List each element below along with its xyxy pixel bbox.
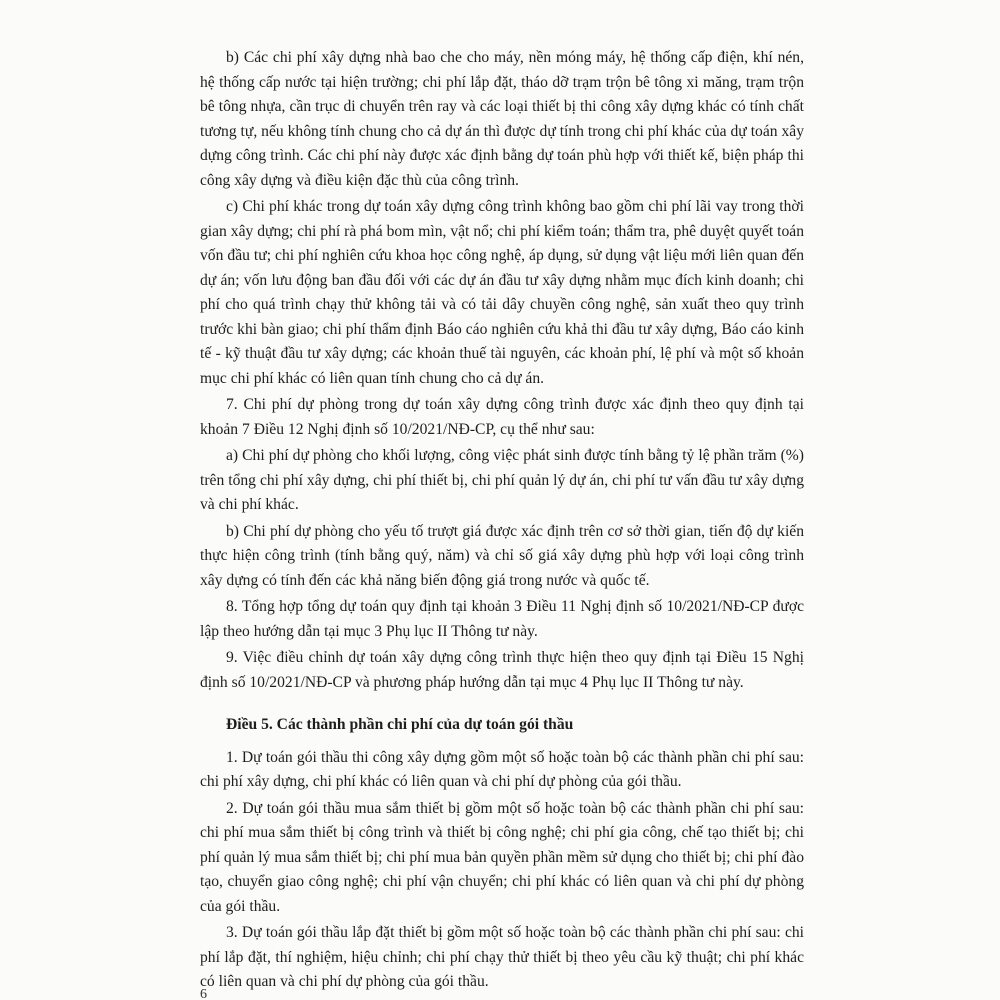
paragraph-9-adjustment: 9. Việc điều chỉnh dự toán xây dựng công trình thực hiện theo quy định tại Điều 15 Nghị định số 10/2021/NĐ-CP và phương pháp hướng dẫn tại mục 4 Phụ lục II Thông tư này. <box>200 649 804 691</box>
article-5-heading: Điều 5. Các thành phần chi phí của dự toán gói thầu <box>226 716 574 733</box>
paragraph-c-other-costs: c) Chi phí khác trong dự toán xây dựng công trình không bao gồm chi phí lãi vay trong thời gian xây dựng; chi phí rà phá bom mìn, vật nổ; chi phí kiểm toán; thẩm tra, phê duyệt quyết toán vốn đầu tư; chi phí nghiên cứu khoa học công nghệ, áp dụng, sử dụng vật liệu mới liên quan đến dự án; vốn lưu động ban đầu đối với các dự án đầu tư xây dựng nhằm mục đích kinh doanh; chi phí cho quá trình chạy thử không tải và có tải dây chuyền công nghệ, sản xuất theo quy trình trước khi bàn giao; chi phí thẩm định Báo cáo nghiên cứu khả thi đầu tư xây dựng, Báo cáo kinh tế - kỹ thuật đầu tư xây dựng; các khoản thuế tài nguyên, các khoản phí, lệ phí và một số khoản mục chi phí khác có liên quan tính chung cho cả dự án. <box>200 198 804 387</box>
paragraph-8-summary: 8. Tổng hợp tổng dự toán quy định tại khoản 3 Điều 11 Nghị định số 10/2021/NĐ-CP được lập theo hướng dẫn tại mục 3 Phụ lục II Thông tư này. <box>200 598 804 640</box>
document-body <box>200 46 804 995</box>
page-number: 6 <box>200 987 207 1000</box>
paragraph-7b-price-slippage: b) Chi phí dự phòng cho yếu tố trượt giá được xác định trên cơ sở thời gian, tiến độ dự kiến thực hiện công trình (tính bằng quý, năm) và chỉ số giá xây dựng phù hợp với loại công trình xây dựng có tính đến các khả năng biến động giá trong nước và quốc tế. <box>200 522 804 589</box>
paragraph-article5-item1: 1. Dự toán gói thầu thi công xây dựng gồm một số hoặc toàn bộ các thành phần chi phí sau: chi phí xây dựng, chi phí khác có liên quan và chi phí dự phòng của gói thầu. <box>200 748 804 790</box>
paragraph-7-contingency: 7. Chi phí dự phòng trong dự toán xây dựng công trình được xác định theo quy định tại khoản 7 Điều 12 Nghị định số 10/2021/NĐ-CP, cụ thể như sau: <box>200 396 804 438</box>
paragraph-article5-item3: 3. Dự toán gói thầu lắp đặt thiết bị gồm một số hoặc toàn bộ các thành phần chi phí sau: chi phí lắp đặt, thí nghiệm, hiệu chỉnh; chi phí chạy thử thiết bị theo yêu cầu kỹ thuật; chi phí khác có liên quan và chi phí dự phòng của gói thầu. <box>200 924 804 990</box>
paragraph-7a-workload: a) Chi phí dự phòng cho khối lượng, công việc phát sinh được tính bằng tỷ lệ phần trăm (%) trên tổng chi phí xây dựng, chi phí thiết bị, chi phí quản lý dự án, chi phí tư vấn đầu tư xây dựng và chi phí khác. <box>200 447 804 513</box>
paragraph-b-construction-costs: b) Các chi phí xây dựng nhà bao che cho máy, nền móng máy, hệ thống cấp điện, khí nén, hệ thống cấp nước tại hiện trường; chi phí lắp đặt, tháo dỡ trạm trộn bê tông xi măng, trạm trộn bê tông nhựa, cần trục di chuyển trên ray và các loại thiết bị thi công xây dựng khác có tính chất tương tự, nếu không tính chung cho cả dự án thì được dự tính trong chi phí khác của dự toán xây dựng công trình. Các chi phí này được xác định bằng dự toán phù hợp với thiết kế, biện pháp thi công xây dựng và điều kiện đặc thù của công trình. <box>200 49 804 189</box>
paragraph-article5-item2: 2. Dự toán gói thầu mua sắm thiết bị gồm một số hoặc toàn bộ các thành phần chi phí sau: chi phí mua sắm thiết bị công trình và thiết bị công nghệ; chi phí gia công, chế tạo thiết bị; chi phí quản lý mua sắm thiết bị; chi phí mua bản quyền phần mềm sử dụng cho thiết bị; chi phí đào tạo, chuyển giao công nghệ; chi phí vận chuyển; chi phí khác có liên quan và chi phí dự phòng của gói thầu. <box>200 799 804 915</box>
